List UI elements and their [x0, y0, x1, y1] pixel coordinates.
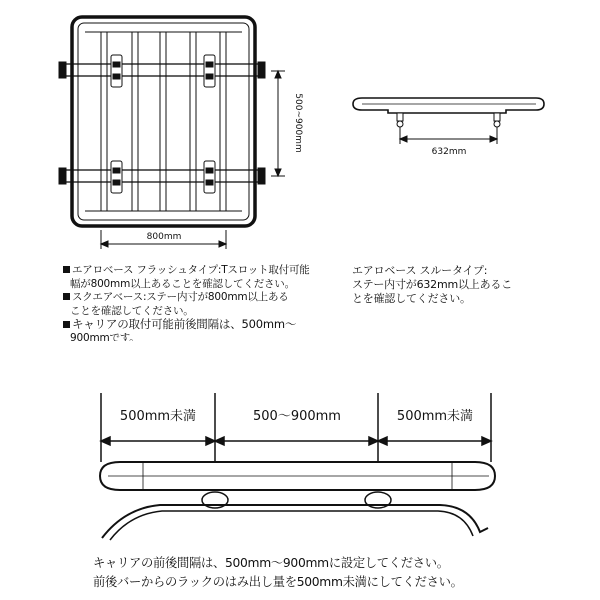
note-text: 幅が800mm以上あることを確認してください。 [70, 277, 295, 290]
note-item [63, 318, 333, 332]
spacing-dimension-line [271, 71, 285, 176]
carrier-side-profile [353, 98, 544, 113]
spacing-dimension-label: 500~900mm [293, 93, 303, 153]
mount-brackets [397, 113, 500, 127]
bullet-icon [63, 266, 70, 273]
spacing-zones-diagram [85, 380, 515, 545]
note-item-continued [63, 278, 333, 292]
bullet-icon [63, 293, 70, 300]
rear-overhang-label: 500mm未満 [396, 409, 474, 424]
carrier-outer-frame [72, 17, 255, 226]
zone-extension-lines [101, 393, 491, 462]
note-item [63, 264, 333, 278]
bullet-icon [63, 321, 70, 328]
side-width-dimension-line [400, 127, 497, 144]
width-dimension-label: 800mm [146, 232, 182, 242]
carrier-inner-frame [78, 23, 249, 220]
bottom-note-line-1: キャリアの前後間隔は、500mm～900mmに設定してください。 [93, 556, 449, 570]
crossbars [59, 62, 265, 184]
note-text: スクエアベース:ステー内寸が800mm以上ある [72, 291, 289, 303]
note-item-continued [63, 305, 333, 319]
top-left-notes [63, 264, 333, 341]
bottom-note-line-2: 前後バーからのラックのはみ出し量を500mm未満にしてください。 [93, 575, 463, 589]
top-right-note [352, 264, 582, 306]
vehicle-roof-line [102, 505, 488, 538]
note-item-continued [63, 332, 333, 341]
side-width-dimension-label: 632mm [431, 147, 467, 157]
bar-spacing-label: 500～900mm [253, 409, 341, 424]
carrier-top-view-diagram [55, 10, 305, 255]
carrier-side-view-diagram [340, 85, 580, 160]
note-text: とを確認してください。 [352, 292, 471, 305]
note-item [63, 291, 333, 305]
note-text: ことを確認してください。 [70, 304, 194, 317]
note-text: キャリアの取付可能前後間隔は、500mm～ [72, 317, 297, 331]
note-text: エアロベース フラッシュタイプ:Tスロット取付可能 [72, 264, 310, 276]
note-text: ステー内寸が632mm以上あるこ [352, 278, 513, 291]
note-text: エアロベース スルータイプ: [352, 264, 488, 277]
front-overhang-label: 500mm未満 [119, 409, 197, 424]
zone-dimension-arrows [101, 437, 491, 445]
note-text: 900mmです。 [70, 331, 140, 341]
